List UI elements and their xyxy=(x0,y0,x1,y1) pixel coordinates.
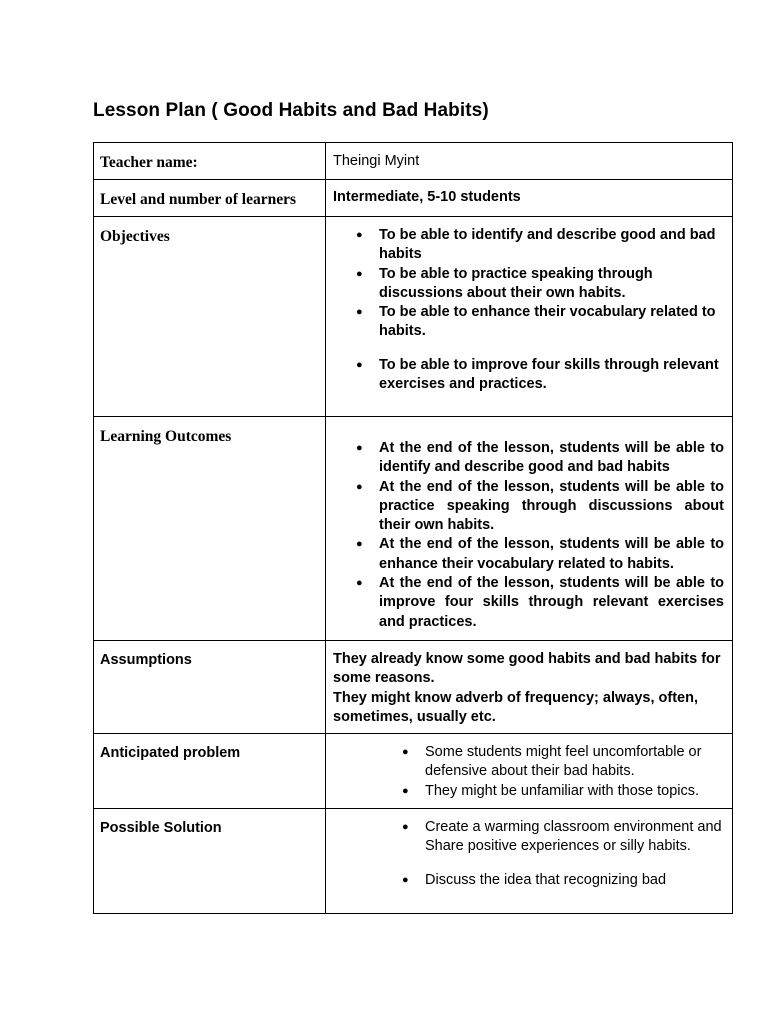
list-item: ● To be able to enhance their vocabulary related to habits. xyxy=(356,304,716,340)
objectives-list xyxy=(333,226,724,342)
possible-solution-list xyxy=(333,818,724,857)
table-row-objectives xyxy=(94,217,733,417)
list-item: ● To be able to improve four skills through relevant exercises and practices. xyxy=(356,356,719,393)
list-item: ● At the end of the lesson, students will be able to identify and describe good and bad habits xyxy=(356,440,724,476)
bullet-icon: ● xyxy=(402,746,409,758)
assumption-line: They already know some good habits and bad habits for some reasons. xyxy=(333,651,721,687)
bullet-icon: ● xyxy=(356,442,363,454)
anticipated-problem-list xyxy=(333,743,724,801)
bullet-icon: ● xyxy=(356,358,363,371)
bullet-icon: ● xyxy=(356,480,363,493)
table-row-anticipated-problem xyxy=(94,734,733,809)
bullet-icon: ● xyxy=(402,821,409,833)
list-item: ● They might be unfamiliar with those topics. xyxy=(333,782,724,801)
table-row-teacher xyxy=(94,143,733,180)
table-row-possible-solution xyxy=(94,809,733,914)
list-item: ● At the end of the lesson, students will be able to practice speaking through discussions about their own habits. xyxy=(356,478,724,534)
objectives-label: Objectives xyxy=(100,228,170,245)
lesson-plan-table xyxy=(93,142,733,914)
assumption-line: They might know adverb of frequency; always, often, sometimes, usually etc. xyxy=(333,689,698,725)
level-label: Level and number of learners xyxy=(100,191,297,208)
learning-outcomes-list xyxy=(333,439,724,632)
assumptions-label: Assumptions xyxy=(100,652,192,668)
bullet-icon: ● xyxy=(356,229,363,241)
list-item: ● At the end of the lesson, students will be able to improve four skills through relevant exercises and practices. xyxy=(356,575,724,630)
bullet-icon: ● xyxy=(356,577,363,590)
document-title: Lesson Plan ( Good Habits and Bad Habits) xyxy=(93,100,489,121)
possible-solution-label: Possible Solution xyxy=(100,820,222,836)
teacher-name-value: Theingi Myint xyxy=(333,153,420,169)
table-row-level xyxy=(94,180,733,217)
list-item: ● To be able to practice speaking through discussions about their own habits. xyxy=(356,265,653,301)
objectives-list-continued xyxy=(333,356,724,395)
bullet-icon: ● xyxy=(402,784,409,797)
bullet-icon: ● xyxy=(402,873,409,886)
level-value: Intermediate, 5-10 students xyxy=(333,189,521,205)
list-item: ● Discuss the idea that recognizing bad xyxy=(333,871,724,890)
bullet-icon: ● xyxy=(356,538,363,551)
bullet-icon: ● xyxy=(356,306,363,319)
list-item: ● Some students might feel uncomfortable or defensive about their bad habits. xyxy=(402,744,702,780)
bullet-icon: ● xyxy=(356,267,363,280)
table-row-learning-outcomes xyxy=(94,417,733,641)
list-item: ● Create a warming classroom environment and Share positive experiences or silly habits. xyxy=(402,819,722,855)
learning-outcomes-label: Learning Outcomes xyxy=(100,428,232,445)
teacher-label: Teacher name: xyxy=(100,154,198,171)
possible-solution-list-continued xyxy=(333,871,724,890)
list-item: ● To be able to identify and describe good and bad habits xyxy=(356,227,716,263)
list-item: ● At the end of the lesson, students will be able to enhance their vocabulary related to habits. xyxy=(356,536,724,572)
table-row-assumptions xyxy=(94,641,733,734)
anticipated-problem-label: Anticipated problem xyxy=(100,745,241,761)
